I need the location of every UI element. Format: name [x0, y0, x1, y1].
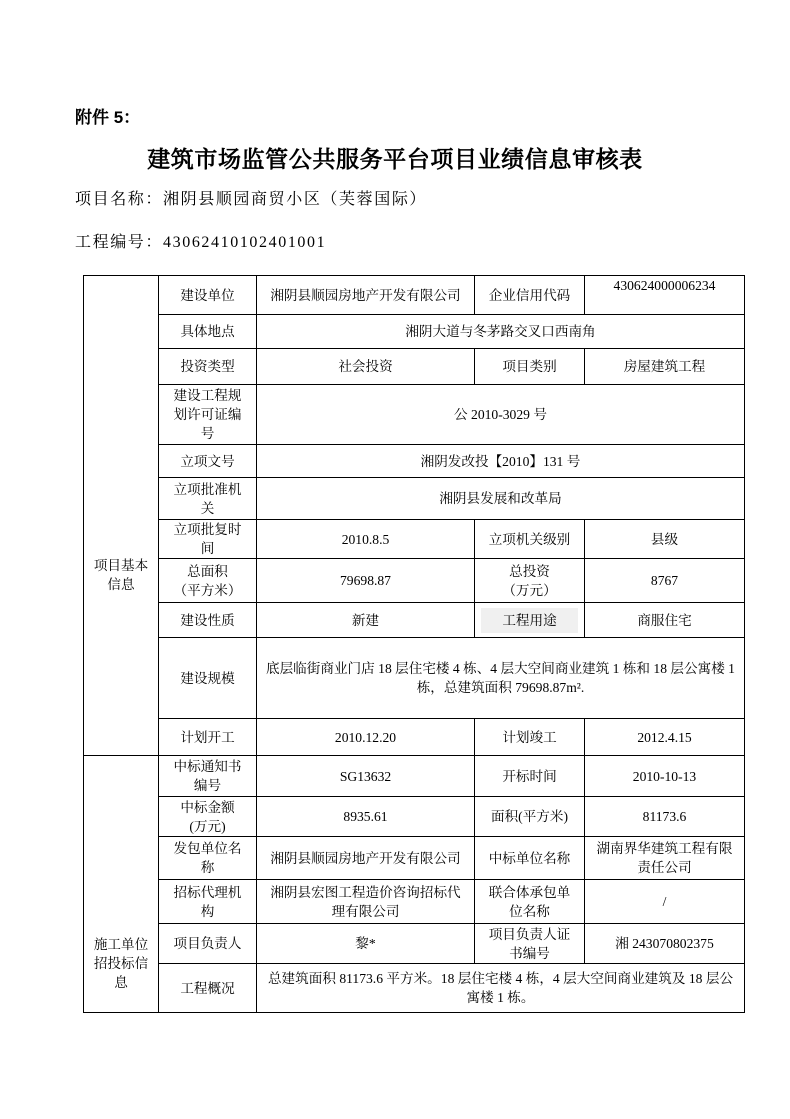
label-award-amount: 中标金额 (万元): [159, 797, 257, 837]
label-construction-scale: 建设规模: [159, 638, 257, 719]
label-total-area: 总面积 （平方米）: [159, 559, 257, 603]
row-tender-agency: [84, 880, 745, 924]
row-award-notice: [84, 756, 745, 797]
row-location: [84, 315, 745, 349]
value-award-amount: 8935.61: [257, 797, 475, 837]
row-project-overview: [84, 964, 745, 1013]
value-construction-scale: 底层临街商业门店 18 层住宅楼 4 栋、4 层大空间商业建筑 1 栋和 18 层公寓楼 1 栋，总建筑面积 79698.87m².: [257, 638, 745, 719]
value-investment-type: 社会投资: [257, 349, 475, 385]
label-consortium-unit: 联合体承包单 位名称: [475, 880, 585, 924]
label-location: 具体地点: [159, 315, 257, 349]
value-planned-start: 2010.12.20: [257, 719, 475, 756]
value-approval-doc: 湘阴发改投【2010】131 号: [257, 445, 745, 478]
value-total-investment: 8767: [585, 559, 745, 603]
value-authority-level: 县级: [585, 520, 745, 559]
section-title-bidding-info: 施工单位 招投标信 息: [84, 756, 159, 1013]
label-planned-completion: 计划竣工: [475, 719, 585, 756]
value-bid-opening-date: 2010-10-13: [585, 756, 745, 797]
value-manager-cert-no: 湘 243070802375: [585, 924, 745, 964]
document-title: 建筑市场监管公共服务平台项目业绩信息审核表: [147, 147, 643, 172]
row-award-amount: [84, 797, 745, 837]
label-investment-type: 投资类型: [159, 349, 257, 385]
section-title-basic-info: 项目基本 信息: [84, 276, 159, 756]
value-tender-agency: 湘阴县宏图工程造价咨询招标代 理有限公司: [257, 880, 475, 924]
label-project-use: 工程用途: [481, 608, 578, 633]
label-employer: 发包单位名 称: [159, 837, 257, 880]
row-planning-permit: [84, 385, 745, 445]
row-investment-type: [84, 349, 745, 385]
row-approval-date: [84, 520, 745, 559]
value-construction-unit: 湘阴县顺园房地产开发有限公司: [257, 276, 475, 315]
value-project-category: 房屋建筑工程: [585, 349, 745, 385]
row-construction-nature: [84, 603, 745, 638]
project-info-table: [83, 275, 745, 1013]
project-use-cell: [475, 603, 585, 638]
value-approval-authority: 湘阴县发展和改革局: [257, 478, 745, 520]
value-total-area: 79698.87: [257, 559, 475, 603]
label-winning-unit: 中标单位名称: [475, 837, 585, 880]
label-construction-unit: 建设单位: [159, 276, 257, 315]
project-name-value: 湘阴县顺园商贸小区（芙蓉国际）: [163, 191, 428, 208]
value-planned-completion: 2012.4.15: [585, 719, 745, 756]
project-name-label: 项目名称：: [75, 191, 164, 208]
row-employer: [84, 837, 745, 880]
row-total-area: [84, 559, 745, 603]
row-planned-dates: [84, 719, 745, 756]
value-project-overview: 总建筑面积 81173.6 平方米。18 层住宅楼 4 栋，4 层大空间商业建筑及 18 层公寓楼 1 栋。: [257, 964, 745, 1013]
value-area: 81173.6: [585, 797, 745, 837]
value-credit-code: 430624000006234: [585, 276, 745, 315]
value-project-manager: 黎*: [257, 924, 475, 964]
attachment-label: 附件 5：: [75, 108, 141, 127]
row-approval-authority: [84, 478, 745, 520]
label-tender-agency: 招标代理机 构: [159, 880, 257, 924]
row-project-manager: [84, 924, 745, 964]
value-location: 湘阴大道与冬茅路交叉口西南角: [257, 315, 745, 349]
label-area: 面积(平方米): [475, 797, 585, 837]
value-consortium-unit: /: [585, 880, 745, 924]
project-code-value: 43062410102401001: [163, 234, 327, 251]
project-name-line: [75, 190, 427, 210]
label-construction-nature: 建设性质: [159, 603, 257, 638]
label-planned-start: 计划开工: [159, 719, 257, 756]
label-bid-opening-date: 开标时间: [475, 756, 585, 797]
value-project-use: 商服住宅: [585, 603, 745, 638]
value-award-notice: SG13632: [257, 756, 475, 797]
row-construction-scale: [84, 638, 745, 719]
value-approval-date: 2010.8.5: [257, 520, 475, 559]
label-authority-level: 立项机关级别: [475, 520, 585, 559]
value-construction-nature: 新建: [257, 603, 475, 638]
label-total-investment: 总投资 （万元）: [475, 559, 585, 603]
project-code-line: [75, 233, 326, 253]
label-manager-cert-no: 项目负责人证 书编号: [475, 924, 585, 964]
row-construction-unit: [84, 276, 745, 315]
label-project-category: 项目类别: [475, 349, 585, 385]
label-credit-code: 企业信用代码: [475, 276, 585, 315]
label-project-overview: 工程概况: [159, 964, 257, 1013]
value-employer: 湘阴县顺园房地产开发有限公司: [257, 837, 475, 880]
label-project-manager: 项目负责人: [159, 924, 257, 964]
label-approval-date: 立项批复时 间: [159, 520, 257, 559]
label-approval-authority: 立项批准机 关: [159, 478, 257, 520]
label-award-notice: 中标通知书 编号: [159, 756, 257, 797]
value-winning-unit: 湖南界华建筑工程有限 责任公司: [585, 837, 745, 880]
value-planning-permit: 公 2010-3029 号: [257, 385, 745, 445]
label-planning-permit: 建设工程规 划许可证编 号: [159, 385, 257, 445]
project-code-label: 工程编号：: [75, 234, 164, 251]
label-approval-doc: 立项文号: [159, 445, 257, 478]
row-approval-doc: [84, 445, 745, 478]
